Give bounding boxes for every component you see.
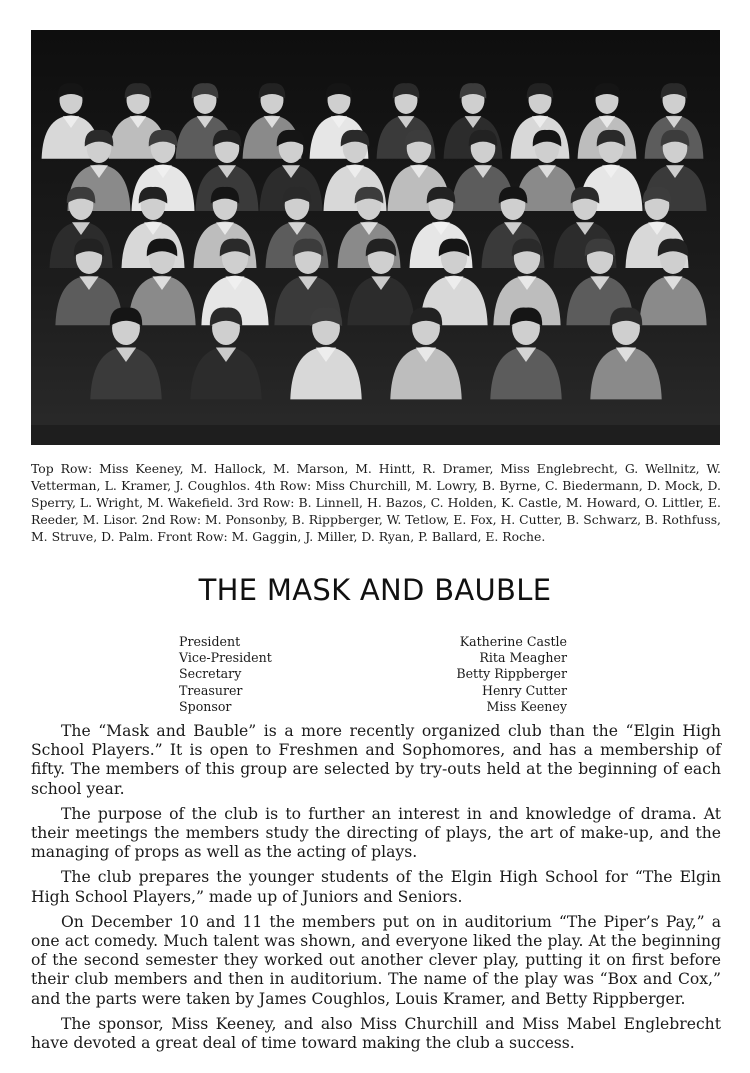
page-title: THE MASK AND BAUBLE bbox=[198, 573, 552, 607]
paragraph: On December 10 and 11 the members put on in auditorium “The Piper’s Pay,” a one act comedy. Much talent was shown, and everyone liked the play. At the beginning of the second semester they worked out another clever play, putting it on first before their club members and then in auditorium. The name of the play was “Box and Cox,” and the parts were taken by James Coughlos, Louis Kramer, and Betty Rippberger. bbox=[31, 912, 721, 1008]
paragraph: The “Mask and Bauble” is a more recently organized club than the “Elgin High School Players.” It is open to Freshmen and Sophomores, and has a membership of fifty. The members of this group are selected by try-outs held at the beginning of each school year. bbox=[31, 722, 721, 798]
paragraph: The sponsor, Miss Keeney, and also Miss Churchill and Miss Mabel Englebrecht have devoted a great deal of time toward making the club a success. bbox=[31, 1014, 721, 1053]
officer-row bbox=[179, 666, 567, 682]
officer-row bbox=[179, 634, 567, 650]
officer-role: Secretary bbox=[179, 666, 242, 682]
officer-name: Katherine Castle bbox=[459, 634, 567, 649]
officer-name: Betty Rippberger bbox=[456, 666, 567, 682]
officer-row bbox=[179, 683, 567, 699]
group-photo bbox=[31, 30, 720, 445]
article-body bbox=[31, 722, 721, 1059]
group-photo-illustration bbox=[31, 30, 720, 445]
officer-role: Sponsor bbox=[179, 698, 232, 714]
officer-row bbox=[179, 699, 567, 715]
officer-name: Miss Keeney bbox=[486, 698, 567, 714]
officer-row bbox=[179, 650, 567, 666]
photo-caption: Top Row: Miss Keeney, M. Hallock, M. Marson, M. Hintt, R. Dramer, Miss Englebrecht, G. Wellnitz, W. Vetterman, L. Kramer, J. Coughlos. 4th Row: Miss Churchill, M. Lowry, B. Byrne, C. Biedermann, D. Mock, D. Sperry, L. Wright, M. Wakefield. 3rd Row: B. Linnell, H. Bazos, C. Holden, K. Castle, M. Howard, O. Littler, E. Reeder, M. Lisor. 2nd Row: M. Ponsonby, B. Rippberger, W. Tetlow, E. Fox, H. Cutter, B. Schwarz, B. Rothfuss, M. Struve, D. Palm. Front Row: M. Gaggin, J. Miller, D. Ryan, P. Ballard, E. Roche. bbox=[31, 461, 721, 544]
officer-role: Treasurer bbox=[179, 682, 243, 698]
officer-name: Rita Meagher bbox=[479, 650, 567, 666]
paragraph: The purpose of the club is to further an interest in and knowledge of drama. At their meetings the members study the directing of plays, the art of make-up, and the managing of props as well as the acting of plays. bbox=[31, 804, 721, 862]
officer-role: President bbox=[179, 634, 241, 649]
officer-name: Henry Cutter bbox=[481, 682, 567, 698]
officer-role: Vice-President bbox=[179, 650, 272, 666]
officers-list bbox=[179, 634, 567, 715]
paragraph: The club prepares the younger students of the Elgin High School for “The Elgin High School Players,” made up of Juniors and Seniors. bbox=[31, 868, 721, 906]
